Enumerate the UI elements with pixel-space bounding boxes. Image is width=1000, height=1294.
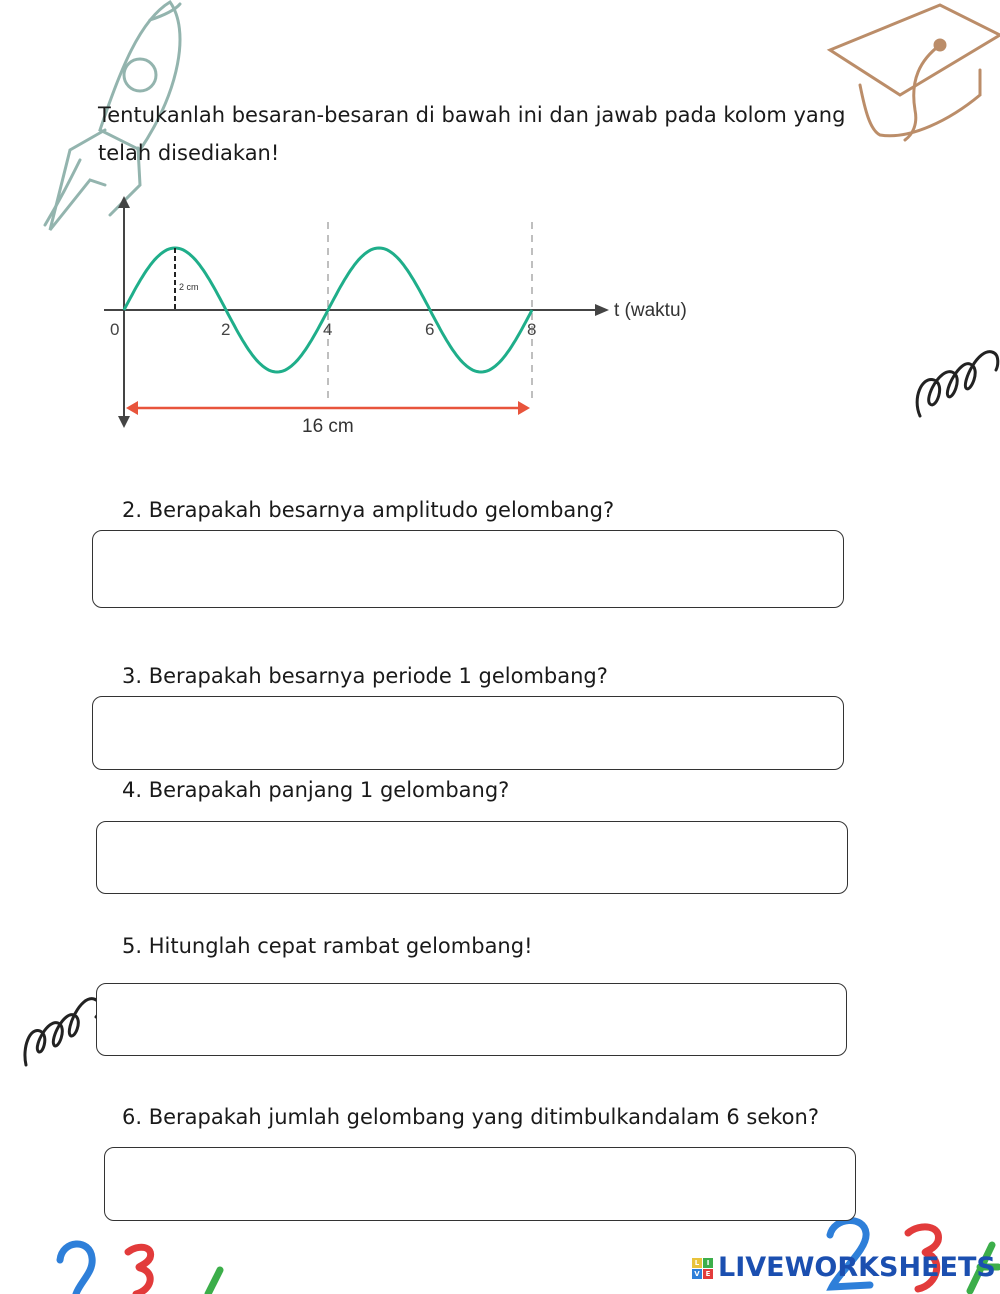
x-tick-label: 6 [425, 320, 435, 339]
y-axis-arrow-up [118, 196, 130, 208]
length-arrowhead-right [518, 401, 530, 415]
question-label: 6. Berapakah jumlah gelombang yang ditimbulkandalam 6 sekon? [122, 1105, 819, 1129]
brand-text: LIVEWORKSHEETS [718, 1252, 996, 1283]
y-axis-arrow-down [118, 416, 130, 428]
question-label: 5. Hitunglah cepat rambat gelombang! [122, 934, 533, 958]
answer-input-wave-count[interactable] [104, 1147, 856, 1221]
wave-chart [90, 186, 730, 446]
squiggle-doodle-icon [912, 318, 1000, 424]
answer-input-period[interactable] [92, 696, 844, 770]
length-arrowhead-left [126, 401, 138, 415]
liveworksheets-logo-icon: L I V E [692, 1258, 714, 1280]
question-label: 3. Berapakah besarnya periode 1 gelombang? [122, 664, 608, 688]
amplitude-label: 2 cm [179, 282, 199, 292]
answer-input-speed[interactable] [96, 983, 847, 1056]
answer-input-amplitude[interactable] [92, 530, 844, 608]
x-axis-label: t (waktu) [614, 300, 687, 321]
x-tick-label: 2 [221, 320, 231, 339]
question-label: 2. Berapakah besarnya amplitudo gelombang? [122, 498, 615, 522]
squiggle-doodle-icon [22, 975, 102, 1070]
length-label: 16 cm [302, 416, 354, 437]
instruction-text: Tentukanlah besaran-besaran di bawah ini dan jawab pada kolom yang telah disediakan! [98, 103, 846, 165]
x-tick-label: 8 [527, 320, 537, 339]
x-tick-label: 0 [110, 320, 120, 339]
answer-input-wavelength[interactable] [96, 821, 848, 894]
question-label: 4. Berapakah panjang 1 gelombang? [122, 778, 510, 802]
numbers-doodle-icon [40, 1230, 260, 1294]
x-axis-arrow [595, 304, 609, 316]
x-tick-label: 4 [323, 320, 333, 339]
